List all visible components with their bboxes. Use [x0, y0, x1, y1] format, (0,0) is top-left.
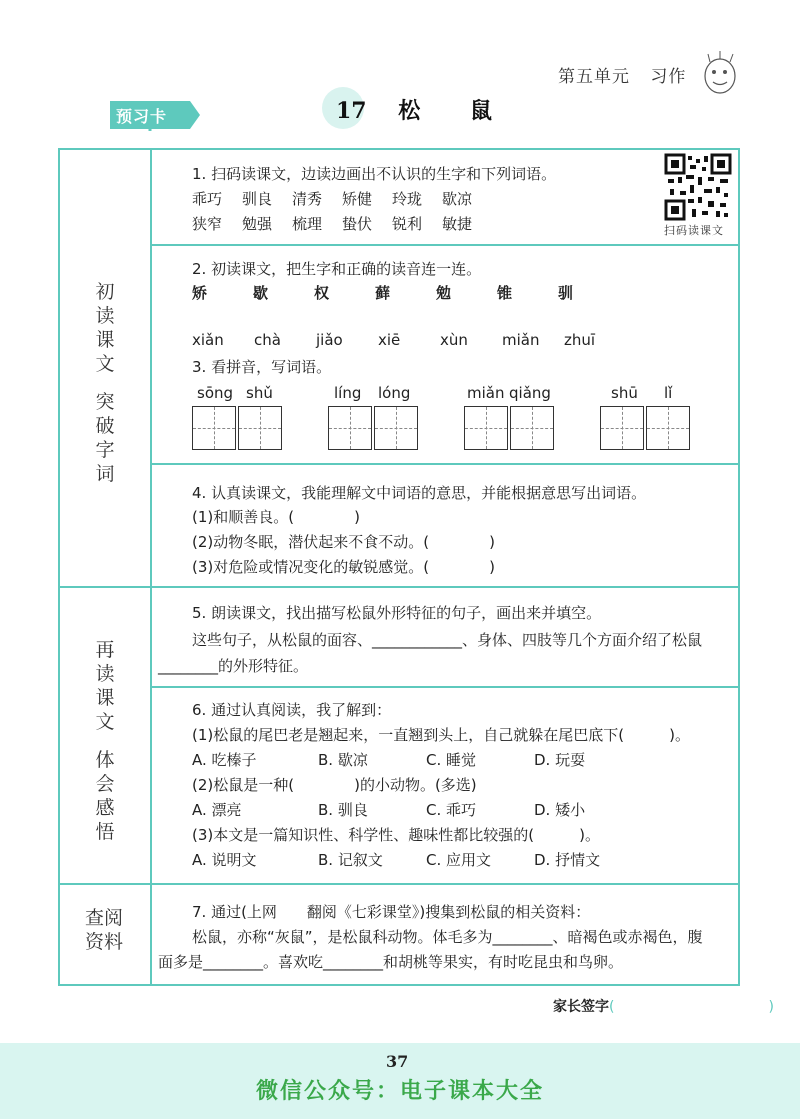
q4-prompt: 4. 认真读课文，我能理解文中词语的意思，并能根据意思写出词语。	[192, 484, 647, 502]
q3-pinyin-6: qiǎng	[509, 384, 551, 402]
doodle-icon	[700, 48, 740, 98]
q7-line-1: 松鼠，亦称“灰鼠”，是松鼠科动物。体毛多为________、暗褐色或赤褐色，腹	[192, 928, 703, 946]
lesson-number: 17	[336, 98, 367, 124]
q5-line-1: 这些句子，从松鼠的面容、____________、身体、四肢等几个方面介绍了松鼠	[192, 631, 703, 649]
q6-sentence-2: (2)松鼠是一种( )的小动物。(多选)	[192, 776, 477, 794]
qr-label: 扫码读课文	[664, 224, 724, 237]
q6-sentence-1: (1)松鼠的尾巴老是翘起来，一直翘到头上，自己就躲在尾巴底下( )。	[192, 726, 690, 744]
writing-box[interactable]	[600, 406, 644, 450]
q1-word-row-2: 狭窄 勉强 梳理 蛰伏 锐利 敏捷	[192, 215, 473, 233]
q5-prompt: 5. 朗读课文，找出描写松鼠外形特征的句子，画出来并填空。	[192, 604, 602, 622]
q6-prompt: 6. 通过认真阅读，我了解到：	[192, 701, 392, 719]
q1-word-row-1: 乖巧 驯良 清秀 矫健 玲珑 歇凉	[192, 190, 473, 208]
row-divider	[150, 244, 738, 246]
writing-box[interactable]	[464, 406, 508, 450]
signature-field[interactable]: ( )	[609, 999, 774, 1015]
q4-item-2: (2)动物冬眠，潜伏起来不食不动。( )	[192, 533, 495, 551]
row-divider	[150, 686, 738, 688]
title-char-2: 鼠	[469, 98, 492, 124]
side-label-part1: 初 读 课 文 突 破 字 词	[95, 281, 115, 485]
row-divider	[150, 463, 738, 465]
q5-line-2: ________的外形特征。	[158, 657, 309, 675]
signature-label: 家长签字	[553, 999, 609, 1015]
q3-pinyin-7: shū	[611, 384, 638, 402]
tag-label: 预习卡	[116, 107, 168, 126]
unit-label: 第五单元	[558, 67, 630, 87]
side-label-part3: 查阅 资料	[84, 907, 124, 953]
q2-prompt: 2. 初读课文，把生字和正确的读音连一连。	[192, 260, 482, 278]
title-char-1: 松	[398, 98, 423, 124]
q3-pinyin-2: shǔ	[246, 384, 273, 402]
section-divider	[60, 883, 738, 885]
q7-prompt: 7. 通过(上网 翻阅《七彩课堂》)搜集到松鼠的相关资料：	[192, 903, 591, 921]
q3-pinyin-5: miǎn	[467, 384, 505, 402]
side-label-part2: 再 读 课 文 体 会 感 悟	[95, 639, 115, 843]
section-label: 习作	[650, 67, 687, 87]
q7-line-2: 面多是________。喜欢吃________和胡桃等果实，有时吃昆虫和鸟卵。	[158, 953, 624, 971]
writing-box[interactable]	[646, 406, 690, 450]
unit-heading	[558, 62, 700, 87]
q1-prompt: 1. 扫码读课文，边读边画出不认识的生字和下列词语。	[192, 165, 557, 183]
qr-code-icon[interactable]	[664, 153, 732, 221]
writing-box[interactable]	[192, 406, 236, 450]
q4-item-3: (3)对危险或情况变化的敏锐感觉。( )	[192, 558, 495, 576]
writing-box[interactable]	[510, 406, 554, 450]
q3-pinyin-1: sōng	[197, 384, 234, 402]
q3-pinyin-4: lóng	[378, 384, 411, 402]
q3-prompt: 3. 看拼音，写词语。	[192, 358, 332, 376]
q4-item-1: (1)和顺善良。( )	[192, 508, 360, 526]
column-divider	[150, 150, 152, 984]
writing-box[interactable]	[328, 406, 372, 450]
writing-box[interactable]	[238, 406, 282, 450]
q3-pinyin-8: lǐ	[664, 384, 673, 402]
wechat-watermark: 微信公众号：电子课本大全	[255, 1079, 544, 1104]
parent-signature[interactable]	[553, 996, 774, 1016]
writing-box[interactable]	[374, 406, 418, 450]
q2-characters: 矫 歇 权 藓 勉 锥 驯	[192, 284, 574, 302]
page-number: 37	[386, 1052, 409, 1071]
q2-pinyin: xiǎn chà jiǎo xiē xùn miǎn zhuī	[192, 331, 596, 349]
lesson-title	[336, 94, 492, 125]
section-divider	[60, 586, 738, 588]
q3-pinyin-3: líng	[334, 384, 362, 402]
q6-sentence-3: (3)本文是一篇知识性、科学性、趣味性都比较强的( )。	[192, 826, 600, 844]
